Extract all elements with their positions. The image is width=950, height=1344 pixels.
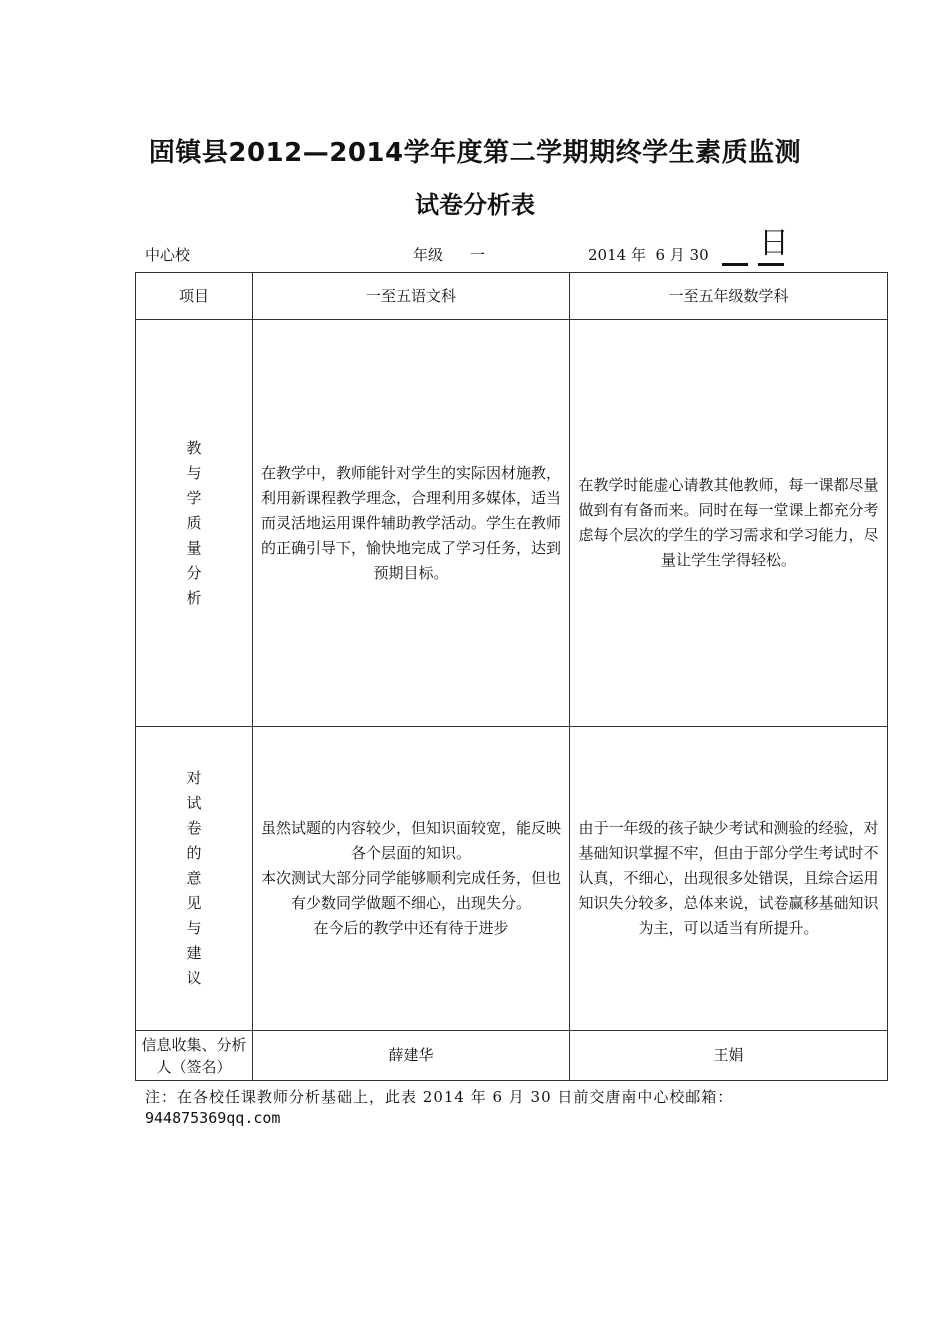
day-underline [758,263,784,266]
table-row-signer [136,1031,888,1081]
signer-chinese: 薛建华 [253,1031,570,1081]
header-item: 项目 [136,273,253,320]
header-math: 一至五年级数学科 [570,273,888,320]
chinese-quality-cell: 在教学中，教师能针对学生的实际因材施教，利用新课程教学理念，合理利用多媒体，适当而灵活地运用课件辅助教学活动。学生在教师的正确引导下，愉快地完成了学习任务，达到预期目标。 [253,320,570,727]
math-feedback-cell: 由于一年级的孩子缺少考试和测验的经验，对基础知识掌握不牢，但由于部分学生考试时不认真，不细心，出现很多处错误，且综合运用知识失分较多，总体来说，试卷赢移基础知识为主，可以适当有所提升。 [570,727,888,1031]
document-subtitle: 试卷分析表 [415,191,535,219]
table-row-quality [136,320,888,727]
row-label-quality [136,320,253,727]
date-text: 2014 年 6 月 30 [588,246,709,264]
signer-label: 信息收集、分析人（签名） [136,1031,253,1081]
table-header-row [136,273,888,320]
document-title: 固镇县2012—2014学年度第二学期期终学生素质监测 [148,138,802,168]
table-row-feedback [136,727,888,1031]
date-underline [722,263,748,266]
grade-value: 一 [470,246,486,264]
vertical-label: 教 与 学 质 量 分 析 [186,438,202,607]
vertical-label: 对 试 卷 的 意 见 与 建 议 [186,769,202,987]
row-label-feedback [136,727,253,1031]
email-address: 944875369qq.com [145,1109,281,1127]
grade-label: 年级 [413,246,444,264]
analysis-table [135,272,888,1081]
signer-math: 王娟 [570,1031,888,1081]
header-chinese: 一至五语文科 [253,273,570,320]
math-quality-cell: 在教学时能虚心请教其他教师，每一课都尽量做到有有备而来。同时在每一堂课上都充分考虑每个层次的学生的学习需求和学习能力，尽量让学生学得轻松。 [570,320,888,727]
chinese-feedback-cell: 虽然试题的内容较少，但知识面较宽，能反映各个层面的知识。 本次测试大部分同学能够顺利完成任务，但也有少数同学做题不细心，出现失分。 在今后的教学中还有待于进步 [253,727,570,1031]
footnote: 注：在各校任课教师分析基础上，此表 2014 年 6 月 30 日前交唐南中心校邮箱： [145,1088,734,1106]
school-label: 中心校 [145,246,191,264]
day-char: 日 [759,226,789,261]
